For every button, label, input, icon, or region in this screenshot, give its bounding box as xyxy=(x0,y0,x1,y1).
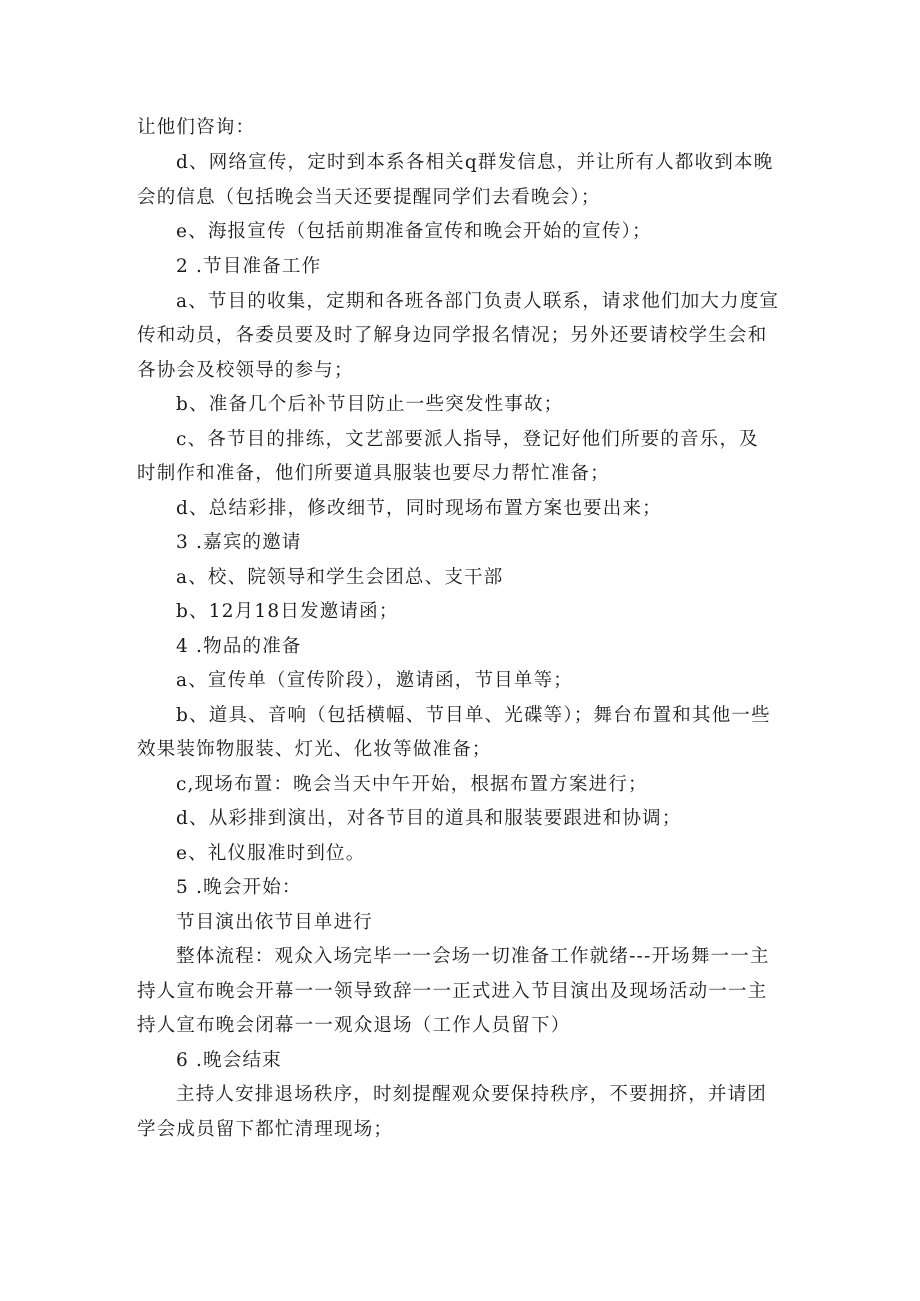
text-line: 持人宣布晚会开幕一一领导致辞一一正式进入节目演出及现场活动一一主 xyxy=(137,981,768,1002)
text-line: a、节目的收集，定期和各班各部门负责人联系，请求他们加大力度宣 xyxy=(176,291,780,312)
section-heading: 3 .嘉宾的邀请 xyxy=(176,532,302,553)
text-line: e、海报宣传（包括前期准备宣传和晚会开始的宣传）； xyxy=(176,221,652,242)
text-line: 会的信息（包括晚会当天还要提醒同学们去看晚会）； xyxy=(137,187,601,208)
section-heading: 2 .节目准备工作 xyxy=(176,256,322,277)
text-line: 主持人安排退场秩序，时刻提醒观众要保持秩序，不要拥挤，并请团 xyxy=(176,1084,768,1105)
text-line: c,现场布置：晚会当天中午开始，根据布置方案进行； xyxy=(176,774,648,795)
text-line: b、道具、音响（包括横幅、节目单、光碟等）；舞台布置和其他一些 xyxy=(176,705,771,726)
text-line: a、校、院领导和学生会团总、支干部 xyxy=(176,567,504,588)
text-line: 持人宣布晚会闭幕一一观众退场（工作人员留下） xyxy=(137,1015,571,1036)
section-heading: 5 .晚会开始： xyxy=(176,877,302,898)
section-heading: 4 .物品的准备 xyxy=(176,636,302,657)
text-line: 节目演出依节目单进行 xyxy=(176,912,374,933)
text-line: 各协会及校领导的参与； xyxy=(137,360,354,381)
text-line: c、各节目的排练，文艺部要派人指导，登记好他们所要的音乐，及 xyxy=(176,429,759,450)
text-line: d、网络宣传，定时到本系各相关q群发信息，并让所有人都收到本晚 xyxy=(176,152,774,173)
text-line: 让他们咨询： xyxy=(137,117,256,138)
text-line: e、礼仪服准时到位。 xyxy=(176,843,366,864)
text-line: d、总结彩排，修改细节，同时现场布置方案也要出来； xyxy=(176,498,662,519)
text-line: d、从彩排到演出，对各节目的道具和服装要跟进和协调； xyxy=(176,808,682,829)
text-line: 学会成员留下都忙清理现场； xyxy=(137,1119,394,1140)
text-line: a、宣传单（宣传阶段），邀请函，节目单等； xyxy=(176,670,573,691)
section-heading: 6 .晚会结束 xyxy=(176,1050,282,1071)
text-line: b、12月18日发邀请函； xyxy=(176,601,399,622)
text-line: b、准备几个后补节目防止一些突发性事故； xyxy=(176,394,564,415)
text-line: 效果装饰物服装、灯光、化妆等做准备； xyxy=(137,739,492,760)
text-line: 时制作和准备，他们所要道具服装也要尽力帮忙准备； xyxy=(137,463,610,484)
text-line: 传和动员，各委员要及时了解身边同学报名情况；另外还要请校学生会和 xyxy=(137,325,768,346)
text-line: 整体流程：观众入场完毕一一会场一切准备工作就绪---开场舞一一主 xyxy=(176,946,770,967)
